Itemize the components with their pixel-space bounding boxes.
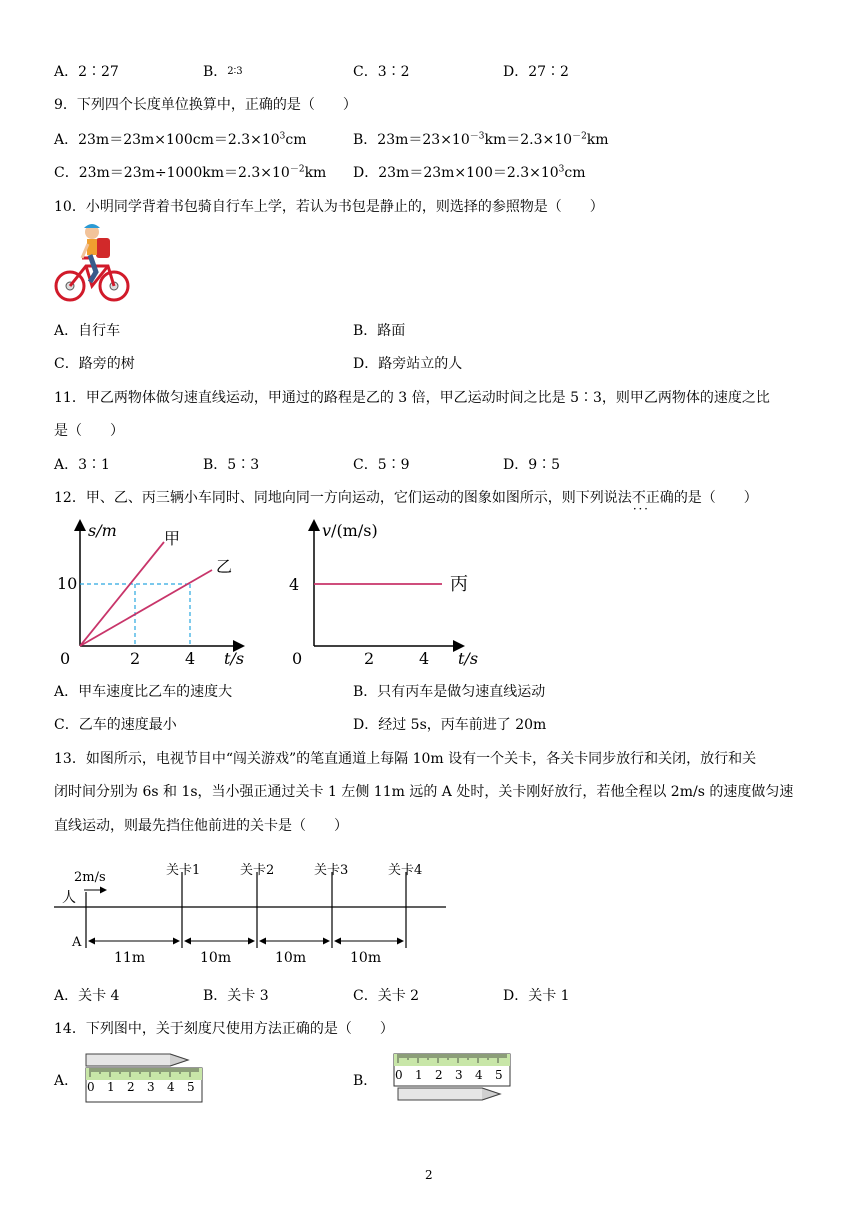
- gate-4-label: 关卡4: [388, 863, 423, 878]
- q14-stem: 14．下列图中，关于刻度尺使用方法正确的是（ ）: [54, 1021, 394, 1037]
- q10-option-a: A．自行车: [54, 323, 121, 339]
- q13-option-a: A．关卡 4: [54, 988, 120, 1004]
- dist-2-label: 10m: [200, 950, 232, 966]
- q13-option-b: B．关卡 3: [203, 988, 269, 1004]
- q13-stem-line1: 13．如图所示，电视节目中“闯关游戏”的笔直通道上每隔 10m 设有一个关卡，各关卡同步放行和关闭，放行和关: [54, 751, 757, 767]
- ruler-number: 3: [455, 1068, 463, 1082]
- q11-option-b: B．5∶3: [203, 457, 260, 473]
- ruler-number: 5: [495, 1068, 503, 1082]
- q11-option-d: D．9∶5: [503, 457, 561, 473]
- q11-option-a: A．3∶1: [54, 457, 110, 473]
- ruler-number: 0: [395, 1068, 403, 1082]
- q10-option-d: D．路旁站立的人: [353, 356, 463, 372]
- q8-option-c: C．3∶2: [353, 64, 410, 80]
- g1-line2-label: 乙: [216, 557, 233, 576]
- g2-ytick: 4: [289, 575, 300, 594]
- g2-ylabel: v/(m/s): [322, 521, 378, 540]
- dist-4-label: 10m: [350, 950, 382, 966]
- g2-origin: 0: [292, 649, 303, 668]
- q12-option-d: D．经过 5s，丙车前进了 20m: [353, 717, 547, 733]
- ruler-number: 4: [167, 1080, 175, 1094]
- ruler-figure-b: [392, 1052, 516, 1104]
- ruler-number: 3: [147, 1080, 155, 1094]
- g1-ytick: 10: [57, 574, 78, 593]
- q12-option-c: C．乙车的速度最小: [54, 717, 177, 733]
- q13-stem-line3: 直线运动，则最先挡住他前进的关卡是（ ）: [54, 818, 348, 834]
- page-number: 2: [425, 1168, 433, 1182]
- cyclist-illustration: [52, 222, 132, 306]
- q9-option-d: D．$23m=23m\times 100=2.3\times 10^3cm$: [353, 164, 586, 181]
- person-label: 人: [62, 890, 76, 906]
- q12-option-b: B．只有丙车是做匀速直线运动: [353, 684, 546, 700]
- q11-stem-line2: 是（ ）: [54, 423, 124, 439]
- q9-option-c: C．$23m=23m\div 1000km=2.3\times 10^{-2}km$: [54, 164, 327, 181]
- q12-stem: 12．甲、乙、丙三辆小车同时、同地向同一方向运动，它们运动的图象如图所示，则下列说法不正确 · · ·的是（ ）: [54, 487, 758, 507]
- q9-option-b: B．$23m=23\times 10^{-3}km=2.3\times 10^{-2}km$: [353, 131, 609, 148]
- gate-1-label: 关卡1: [166, 863, 201, 878]
- q8-option-b: B．2∶3: [203, 64, 243, 80]
- q10-option-b: B．路面: [353, 323, 406, 339]
- q13-option-d: D．关卡 1: [503, 988, 570, 1004]
- g2-xtick-2: 2: [364, 649, 375, 668]
- q11-option-c: C．5∶9: [353, 457, 410, 473]
- q12-emphasis: 不正确 · · ·: [632, 490, 674, 506]
- ruler-number: 5: [187, 1080, 195, 1094]
- q11-stem-line1: 11．甲乙两物体做匀速直线运动，甲通过的路程是乙的 3 倍，甲乙运动时间之比是 5∶3，则甲乙两物体的速度之比: [54, 390, 770, 406]
- q8-option-a: A．2∶27: [54, 64, 119, 80]
- q8-option-d: D．27∶2: [503, 64, 569, 80]
- point-a-label: A: [72, 935, 82, 950]
- g2-line-label: 丙: [450, 574, 468, 595]
- ruler-number: 4: [475, 1068, 483, 1082]
- q14-option-a-label: A．: [54, 1073, 79, 1089]
- ruler-number: 1: [415, 1068, 423, 1082]
- g2-xtick-4: 4: [419, 649, 430, 668]
- g1-ylabel: s/m: [88, 521, 117, 540]
- q12-option-a: A．甲车速度比乙车的速度大: [54, 684, 233, 700]
- graph-distance-time: [52, 518, 252, 670]
- q13-stem-line2: 闭时间分别为 6s 和 1s，当小强正通过关卡 1 左侧 11m 远的 A 处时，关卡刚好放行，若他全程以 2m/s 的速度做匀速: [54, 784, 794, 800]
- g1-xtick-2: 2: [130, 649, 141, 668]
- gate-2-label: 关卡2: [240, 863, 275, 878]
- q14-option-b-label: B．: [353, 1073, 378, 1089]
- g2-xlabel: t/s: [458, 649, 479, 668]
- dist-3-label: 10m: [275, 950, 307, 966]
- gates-diagram: [54, 852, 454, 970]
- ruler-number: 0: [87, 1080, 95, 1094]
- q13-option-c: C．关卡 2: [353, 988, 420, 1004]
- q9-stem: 9．下列四个长度单位换算中，正确的是（ ）: [54, 97, 357, 113]
- ruler-number: 2: [127, 1080, 135, 1094]
- dist-1-label: 11m: [114, 950, 146, 966]
- q10-stem: 10．小明同学背着书包骑自行车上学，若认为书包是静止的，则选择的参照物是（ ）: [54, 199, 604, 215]
- speed-label: 2m/s: [74, 870, 106, 885]
- g1-xlabel: t/s: [224, 649, 245, 668]
- g1-xtick-4: 4: [185, 649, 196, 668]
- ruler-number: 1: [107, 1080, 115, 1094]
- q9-option-a: A．$23m=23m\times 100cm=2.3\times 10^3cm$: [54, 131, 307, 148]
- ruler-number: 2: [435, 1068, 443, 1082]
- ruler-figure-a: [84, 1052, 208, 1104]
- gate-3-label: 关卡3: [314, 863, 349, 878]
- graph-velocity-time: [282, 518, 492, 670]
- g1-origin: 0: [60, 649, 71, 668]
- q10-option-c: C．路旁的树: [54, 356, 135, 372]
- g1-line1-label: 甲: [164, 529, 181, 548]
